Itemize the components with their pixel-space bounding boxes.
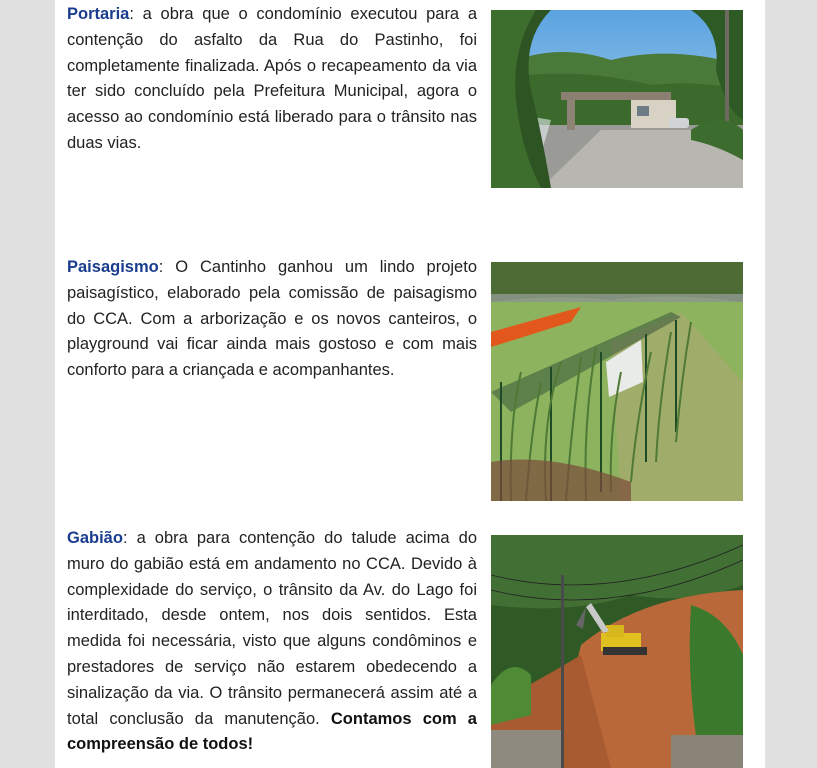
newsletter-page [55,0,765,768]
article-body: : O Cantinho ganhou um lindo projeto paisagístico, elaborado pela comissão de paisagismo do CCA. Com a arborização e os novos canteiros, o playground vai ficar ainda mais gostoso e com mais conforto para a criançada e acompanhantes. [67,258,477,380]
article-text [67,2,477,157]
article-body: : a obra que o condomínio executou para a contenção do asfalto da Rua do Pastinho, foi completamente finalizada. Após o recapeamento da via ter sido concluído pela Prefeitura Municipal, agora o acesso ao condomínio está liberado para o trânsito nas duas vias. [67,5,477,152]
article-gabiao [67,524,757,768]
article-keyword: Paisagismo [67,258,159,276]
article-text [67,526,477,758]
gatehouse-photo [491,10,743,188]
article-emphasis: Contamos com a compreensão de todos! [67,709,477,754]
article-text [67,255,477,384]
article-keyword: Gabião [67,529,123,547]
article-portaria [67,0,757,200]
article-body: : a obra para contenção do talude acima do muro do gabião está em andamento no CCA. Devido à complexidade do serviço, o trânsito da Av. do Lago foi interditado, desde ontem, nos dois sentidos. Esta medida foi necessária, visto que alguns condôminos e prestadores de serviço não estarem obedecendo a sinalização da via. O trânsito permanecerá assim até a total conclusão da manutenção. [67,529,477,728]
article-keyword: Portaria [67,5,130,23]
article-paisagismo [67,253,757,503]
landscaping-photo [491,262,743,501]
gabion-photo [491,535,743,768]
